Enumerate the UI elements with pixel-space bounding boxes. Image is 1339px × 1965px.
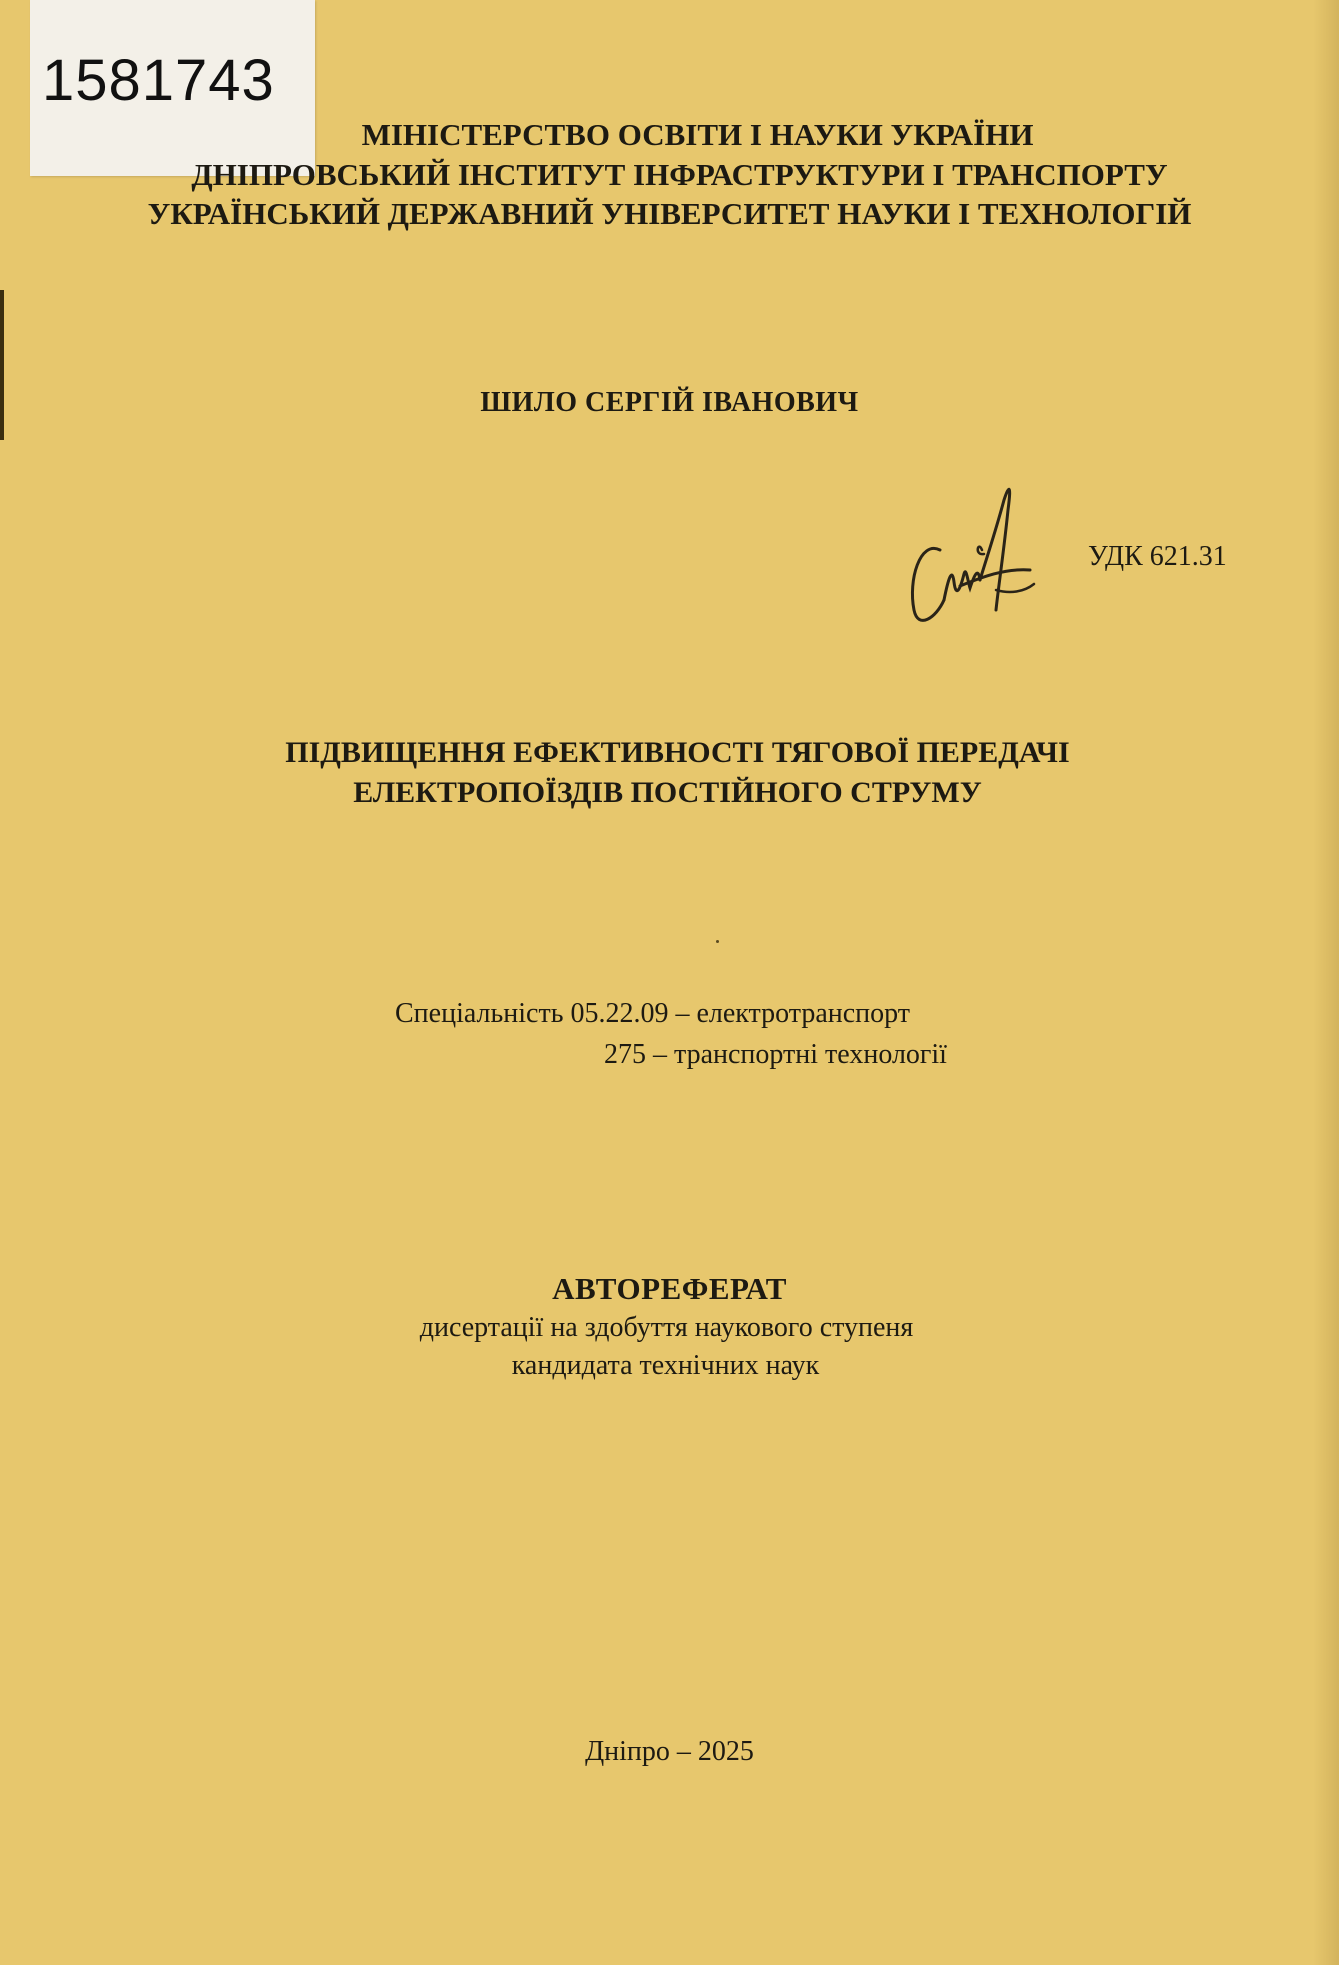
ministry-heading: МІНІСТЕРСТВО ОСВІТИ І НАУКИ УКРАЇНИ	[361, 117, 1034, 152]
paper-speck	[716, 940, 719, 943]
abstract-subtitle-line-1: дисертації на здобуття наукового ступеня	[419, 1312, 914, 1343]
page-edge-shadow	[1313, 0, 1339, 1965]
dissertation-title-line-1: ПІДВИЩЕННЯ ЕФЕКТИВНОСТІ ТЯГОВОЇ ПЕРЕДАЧІ	[285, 736, 1070, 769]
institute-heading: ДНІПРОВСЬКИЙ ІНСТИТУТ ІНФРАСТРУКТУРИ І ТРАНСПОРТУ	[191, 157, 1168, 192]
abstract-heading: АВТОРЕФЕРАТ	[552, 1271, 787, 1306]
abstract-subtitle-line-2: кандидата технічних наук	[511, 1350, 820, 1381]
specialty-line-2: 275 – транспортні технології	[604, 1039, 947, 1070]
specialty-line-1: Спеціальність 05.22.09 – електротранспорт	[395, 998, 911, 1029]
city-year: Дніпро – 2025	[585, 1736, 754, 1767]
signature-icon	[900, 470, 1050, 640]
dissertation-title-line-2: ЕЛЕКТРОПОЇЗДІВ ПОСТІЙНОГО СТРУМУ	[353, 776, 982, 809]
udk-code: УДК 621.31	[1088, 541, 1227, 572]
university-heading: УКРАЇНСЬКИЙ ДЕРЖАВНИЙ УНІВЕРСИТЕТ НАУКИ І ТЕХНОЛОГІЙ	[147, 196, 1192, 231]
author-name: ШИЛО СЕРГІЙ ІВАНОВИЧ	[480, 387, 859, 418]
inventory-number: 1581743	[42, 48, 275, 113]
